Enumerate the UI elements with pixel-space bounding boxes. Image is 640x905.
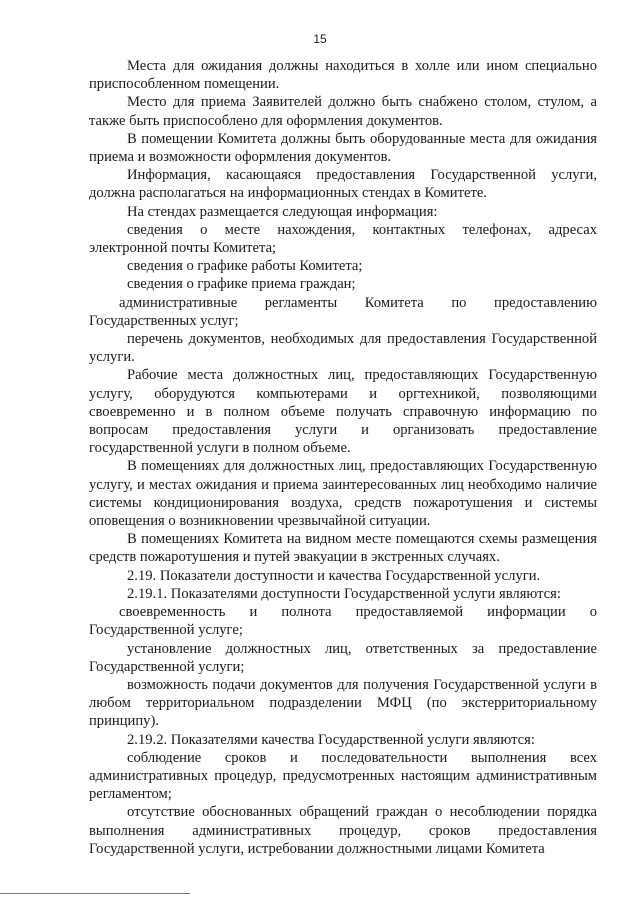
list-item: своевременность и полнота предоставляемой информации о Государственной услуге; (89, 604, 597, 639)
subsection-heading: 2.19.2. Показателями качества Государственной услуги являются: (127, 731, 535, 748)
subsection-heading: 2.19.1. Показателями доступности Государственной услуги являются: (127, 585, 561, 602)
paragraph: В помещениях Комитета на видном месте помещаются схемы размещения средств пожаротушения и путей эвакуации в экстренных случаях. (89, 531, 597, 566)
list-item: перечень документов, необходимых для предоставления Государственной услуги. (89, 331, 597, 366)
document-body (89, 57, 597, 858)
paragraph: На стендах размещается следующая информация: (127, 203, 438, 220)
list-item: сведения о месте нахождения, контактных телефонах, адресах электронной почты Комитета; (89, 221, 597, 257)
list-item: сведения о графике приема граждан; (127, 276, 356, 293)
list-item: отсутствие обоснованных обращений граждан о несоблюдении порядка выполнения административных процедур, сроков предоставления Государственной услуги, истребовании должностными лицами Комитета (89, 804, 597, 857)
list-item: установление должностных лиц, ответственных за предоставление Государственной услуги; (89, 640, 597, 675)
paragraph: В помещении Комитета должны быть оборудованные места для ожидания приема и возможности оформления документов. (89, 130, 597, 166)
section-heading: 2.19. Показатели доступности и качества Государственной услуги. (127, 567, 541, 584)
page-number: 15 (313, 32, 327, 46)
paragraph: Место для приема Заявителей должно быть снабжено столом, стулом, а также быть приспособлено для оформления документов. (89, 94, 597, 129)
footer-rule (0, 893, 190, 894)
paragraph: Места для ожидания должны находиться в холле или ином специально приспособленном помещении. (89, 58, 597, 93)
list-item: возможность подачи документов для получения Государственной услуги в любом территориальном подразделении МФЦ (по экстерриториальному принципу). (89, 676, 597, 730)
list-item: соблюдение сроков и последовательности выполнения всех административных процедур, предусмотренных настоящим административным регламентом; (89, 749, 597, 803)
paragraph: Рабочие места должностных лиц, предоставляющих Государственную услугу, оборудуются компьютерами и оргтехникой, позволяющими своевременно и в полном объеме получать справочную информацию по вопросам предоставления услуги и организовать предоставление государственной услуги в полном объеме. (89, 367, 597, 457)
paragraph: В помещениях для должностных лиц, предоставляющих Государственную услугу, и местах ожидания и приема заинтересованных лиц необходимо наличие системы кондиционирования воздуха, средств пожаротушения и системы оповещения о возникновении чрезвычайной ситуации. (89, 458, 597, 530)
list-item: административные регламенты Комитета по предоставлению Государственных услуг; (89, 294, 597, 329)
paragraph: Информация, касающаяся предоставления Государственной услуги, должна располагаться на информационных стендах в Комитете. (89, 167, 597, 202)
list-item: сведения о графике работы Комитета; (127, 258, 363, 275)
